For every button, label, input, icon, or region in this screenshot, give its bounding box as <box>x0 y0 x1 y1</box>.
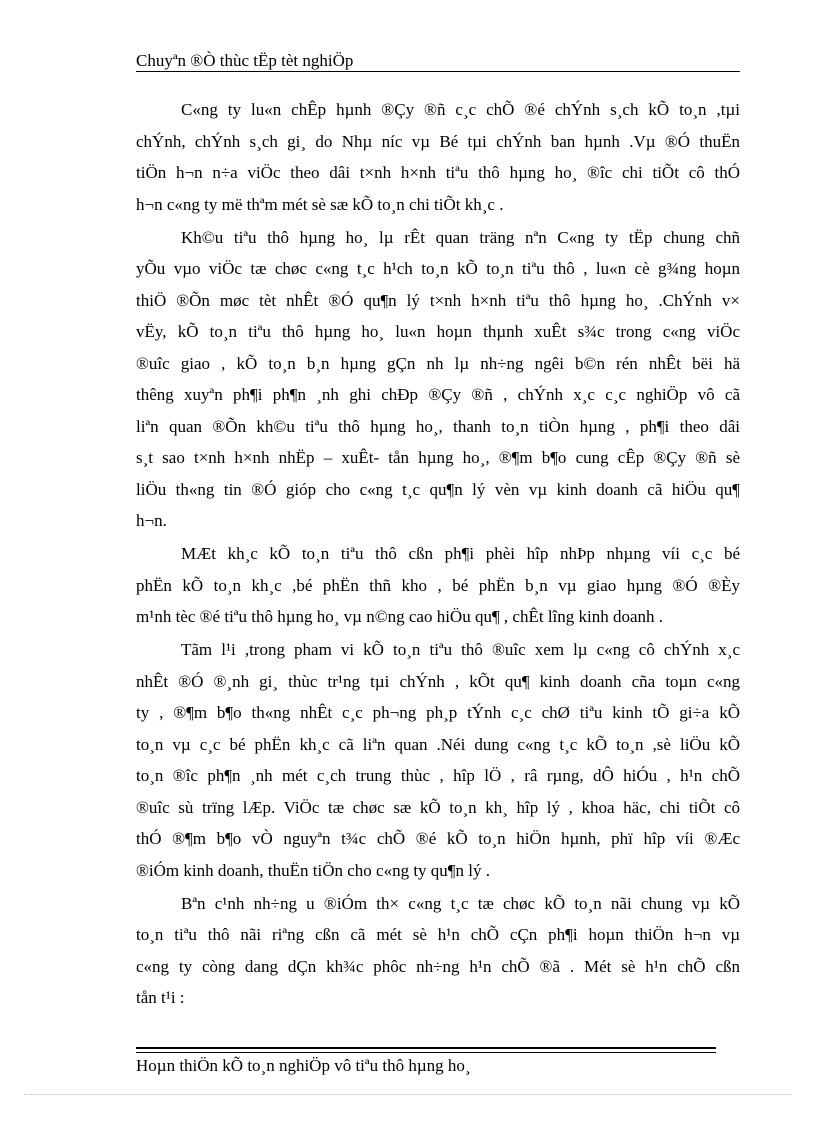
text-line: c«ng ty còng dang dÇn kh¾c phôc nh÷ng h¹n chÕ ®ã . Mét sè h¹n chÕ cßn <box>136 956 740 976</box>
text-line: liªn quan ®Õn kh©u tiªu thô hµng ho¸, thanh to¸n tiÒn hµng , ph¶i theo dâi <box>136 416 740 436</box>
header-rule <box>136 71 740 72</box>
text-line: liÖu th«ng tin ®Ó gióp cho c«ng t¸c qu¶n lý vèn vµ kinh doanh cã hiÖu qu¶ <box>136 479 740 499</box>
text-line: nhÊt ®Ó ®¸nh gi¸ thùc tr¹ng tµi chÝnh , kÕt qu¶ kinh doanh cña toµn c«ng <box>136 671 740 691</box>
text-line: phËn kÕ to¸n kh¸c ,bé phËn thñ kho , bé phËn b¸n vµ giao hµng ®Ó ®Èy <box>136 575 740 595</box>
text-line: tiÖn h¬n n÷a viÖc theo dâi t×nh h×nh tiªu thô hµng ho¸ ®îc chi tiÕt cô thÓ <box>136 163 740 182</box>
document-body <box>136 94 740 1015</box>
text-line: yÕu vµo viÖc tæ chøc c«ng t¸c h¹ch to¸n kÕ to¸n tiªu thô , lu«n cè g¾ng hoµn <box>136 259 740 278</box>
text-line: to¸n vµ c¸c bé phËn kh¸c cã liªn quan .Néi dung c«ng t¸c kÕ to¸n ,sè liÖu kÕ <box>136 734 740 754</box>
text-line: Kh©u tiªu thô hµng ho¸ lµ rÊt quan träng nªn C«ng ty tËp chung chñ <box>181 227 740 247</box>
page-footer: Hoµn thiÖn kÕ to¸n nghiÖp vô tiªu thô hµng ho¸ <box>136 1056 471 1075</box>
paragraph-5 <box>136 888 740 1014</box>
paragraph-2 <box>136 222 740 537</box>
text-line: h¬n. <box>136 511 167 530</box>
text-line: chÝnh, chÝnh s¸ch gi¸ do Nhµ níc vµ Bé tµi chÝnh ban hµnh .Vµ ®Ó thuËn <box>136 131 740 151</box>
text-line: Bªn c¹nh nh÷ng u ®iÓm th× c«ng t¸c tæ chøc kÕ to¸n nãi chung vµ kÕ <box>181 893 740 913</box>
text-line: to¸n ®îc ph¶n ¸nh mét c¸ch trung thùc , hîp lÖ , râ rµng, dÔ hiÓu , h¹n chÕ <box>136 766 740 785</box>
text-line: MÆt kh¸c kÕ to¸n tiªu thô cßn ph¶i phèi hîp nhÞp nhµng víi c¸c bé <box>181 544 740 563</box>
footer-rule-thick <box>136 1047 716 1049</box>
text-line: s¸t sao t×nh h×nh nhËp – xuÊt- tån hµng ho¸, ®¶m b¶o cung cÊp ®Çy ®ñ sè <box>136 448 740 467</box>
paragraph-1 <box>136 94 740 220</box>
text-line: vËy, kÕ to¸n tiªu thô hµng ho¸ lu«n hoµn thµnh xuÊt s¾c trong c«ng viÖc <box>136 322 740 341</box>
text-line: tån t¹i : <box>136 988 185 1007</box>
text-line: C«ng ty lu«n chÊp hµnh ®Çy ®ñ c¸c chÕ ®é chÝnh s¸ch kÕ to¸n ,tµi <box>181 100 740 119</box>
text-line: thiÖ ®Õn møc tèt nhÊt ®Ó qu¶n lý t×nh h×nh tiªu thô hµng ho¸ .ChÝnh v× <box>136 290 740 310</box>
text-line: h¬n c«ng ty më thªm mét sè sæ kÕ to¸n chi tiÕt kh¸c . <box>136 194 504 214</box>
paragraph-3 <box>136 538 740 633</box>
text-line: ®uîc sù trïng lÆp. ViÖc tæ chøc sæ kÕ to¸n kh¸ hîp lý , khoa häc, chi tiÕt cô <box>136 797 740 817</box>
page-border <box>24 1094 792 1095</box>
text-line: to¸n tiªu thô nãi riªng cßn cã mét sè h¹n chÕ cÇn ph¶i hoµn thiÖn h¬n vµ <box>136 925 740 944</box>
text-line: Tãm l¹i ,trong pham vi kÕ to¸n tiªu thô ®uîc xem lµ c«ng cô chÝnh x¸c <box>181 640 740 659</box>
paragraph-4 <box>136 634 740 886</box>
text-line: ty , ®¶m b¶o th«ng nhÊt c¸c ph¬ng ph¸p tÝnh c¸c chØ tiªu kinh tÕ gi÷a kÕ <box>136 703 740 722</box>
text-line: ®uîc giao , kÕ to¸n b¸n hµng gÇn nh lµ nh÷ng ngêi b©n rén nhÊt bëi hä <box>136 353 740 373</box>
page-header: Chuyªn ®Ò thùc tËp tèt nghiÖp <box>136 51 354 70</box>
text-line: thÓ ®¶m b¶o vÒ nguyªn t¾c chÕ ®é kÕ to¸n hiÖn hµnh, phï hîp víi ®Æc <box>136 829 740 848</box>
text-line: thêng xuyªn ph¶i ph¶n ¸nh ghi chÐp ®Çy ®ñ , chÝnh x¸c c¸c nghiÖp vô cã <box>136 385 740 404</box>
footer-rule-thin <box>136 1052 716 1053</box>
text-line: m¹nh tèc ®é tiªu thô hµng ho¸ vµ n©ng cao hiÖu qu¶ , chÊt lîng kinh doanh . <box>136 607 664 626</box>
text-line: ®iÓm kinh doanh, thuËn tiÖn cho c«ng ty qu¶n lý . <box>136 860 490 880</box>
